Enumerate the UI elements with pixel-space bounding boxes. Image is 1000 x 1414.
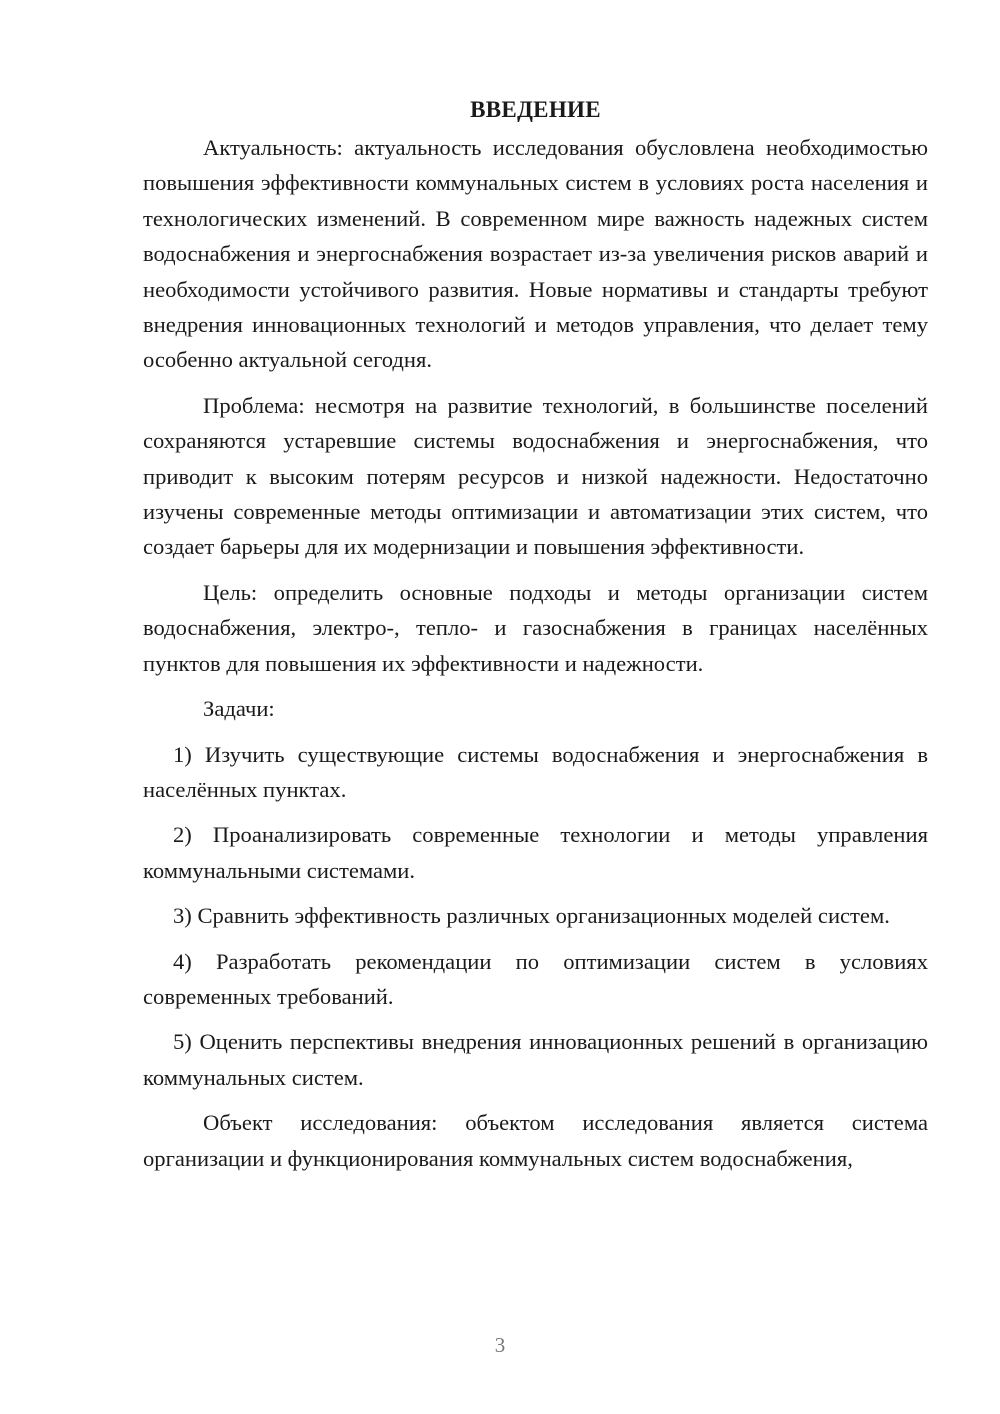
paragraph-spacer [143,565,928,575]
paragraph-spacer [143,888,928,898]
task-item: 3) Сравнить эффективность различных организационных моделей систем. [173,903,890,929]
paragraph-spacer [143,934,928,944]
paragraph-spacer [143,378,928,388]
paragraph-goal: Цель: определить основные подходы и методы организации систем водоснабжения, электро-, тепло- и газоснабжения в границах населённых пунктов для повышения их эффективности и надежности. [143,579,928,676]
task-item: 1) Изучить существующие системы водоснабжения и энергоснабжения в населённых пунктах. [143,741,928,802]
task-item: 2) Проанализировать современные технологии и методы управления коммунальными системами. [143,822,928,883]
task-item: 5) Оценить перспективы внедрения инновационных решений в организацию коммунальных систем. [143,1029,928,1090]
paragraph-object: Объект исследования: объектом исследования является система организации и функционирования коммунальных систем водоснабжения, [143,1110,928,1171]
task-item: 4) Разработать рекомендации по оптимизации систем в условиях современных требований. [143,948,928,1009]
paragraph-spacer [143,1095,928,1105]
paragraph-spacer [143,1014,928,1024]
paragraph-spacer [143,681,928,691]
paragraph-spacer [143,807,928,817]
tasks-label: Задачи: [203,696,275,722]
document-page [143,92,928,1176]
page-number: 3 [494,1333,506,1357]
paragraph-spacer [143,727,928,737]
paragraph-problem: Проблема: несмотря на развитие технологий, в большинстве поселений сохраняются устаревшие системы водоснабжения и энергоснабжения, что приводит к высоким потерям ресурсов и низкой надежности. Недостаточно изучены современные методы оптимизации и автоматизации этих систем, что создает барьеры для их модернизации и повышения эффективности. [143,392,928,560]
paragraph-relevance: Актуальность: актуальность исследования обусловлена необходимостью повышения эффективности коммунальных систем в условиях роста населения и технологических изменений. В современном мире важность надежных систем водоснабжения и энергоснабжения возрастает из-за увеличения рисков аварий и необходимости устойчивого развития. Новые нормативы и стандарты требуют внедрения инновационных технологий и методов управления, что делает тему особенно актуальной сегодня. [143,135,928,373]
section-heading: ВВЕДЕНИЕ [470,97,601,122]
